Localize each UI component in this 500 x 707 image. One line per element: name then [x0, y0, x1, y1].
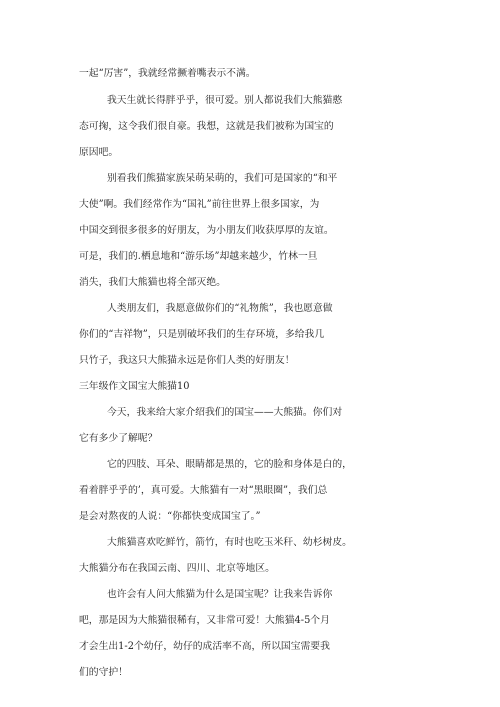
text-line: 人类朋友们，我愿意做你们的“礼物熊”，我也愿意做 [107, 303, 333, 314]
text-line: 它的四肢、耳朵、眼睛都是黑的，它的脸和身体是白的， [107, 459, 352, 470]
text-line: 只竹子，我这只大熊猫永远是你们人类的好朋友！ [79, 355, 295, 366]
text-line: 大熊猫分布在我国云南、四川、北京等地区。 [79, 563, 275, 574]
text-line: 吧，那是因为大熊猫很稀有，又非常可爱！大熊猫4-5个月 [79, 615, 330, 626]
text-line: 大熊猫喜欢吃鲜竹，箭竹，有时也吃玉米秆、幼杉树皮。 [107, 537, 352, 548]
section-title: 三年级作文国宝大熊猫10 [79, 381, 190, 392]
text-line: 大使”啊。我们经常作为“国礼”前往世界上很多国家，为 [79, 199, 320, 210]
text-line: 态可掬，这令我们很自豪。我想，这就是我们被称为国宝的 [79, 121, 334, 132]
text-line: 可是，我们的.栖息地和“游乐场”却越来越少，竹林一旦 [79, 251, 318, 262]
text-line: 看着胖乎乎的’，真可爱。大熊猫有一对“黑眼圈”，我们总 [79, 485, 328, 496]
text-line: 是会对熬夜的人说：“你都快变成国宝了。” [79, 511, 261, 522]
text-line: 别看我们熊猫家族呆萌呆萌的，我们可是国家的“和平 [107, 173, 338, 184]
text-line: 们的守护！ [79, 667, 128, 678]
text-line: 它有多少了解呢？ [79, 433, 158, 444]
text-line: 原因吧。 [79, 147, 119, 158]
text-line: 你们的“吉祥物”，只是别破坏我们的生存环境，多给我几 [79, 329, 325, 340]
text-line: 也许会有人问大熊猫为什么是国宝呢？让我来告诉你 [107, 589, 333, 600]
text-line: 今天，我来给大家介绍我们的国宝——大熊猫。你们对 [107, 407, 343, 418]
text-line: 中国交到很多很多的好朋友，为小朋友们收获厚厚的友谊。 [79, 225, 334, 236]
text-line: 一起“厉害”，我就经常撅着嘴表示不满。 [79, 68, 256, 79]
text-line: 消失，我们大熊猫也将全部灭绝。 [79, 277, 226, 288]
text-line: 才会生出1-2个幼仔，幼仔的成活率不高，所以国宝需要我 [79, 641, 330, 652]
text-line: 我天生就长得胖乎乎，很可爱。别人都说我们大熊猫憨 [107, 95, 343, 106]
